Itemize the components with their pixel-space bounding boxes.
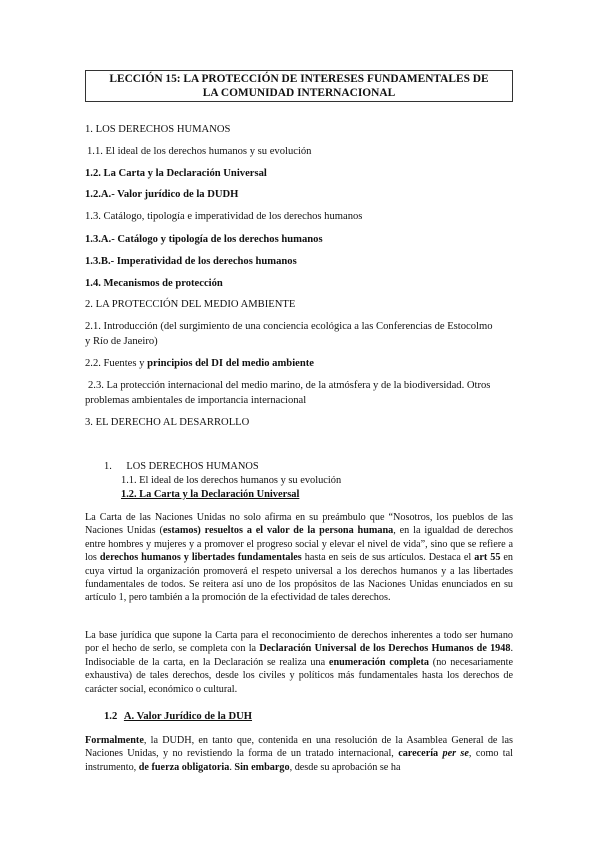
index-item: 1.1. El ideal de los derechos humanos y su evolución — [87, 146, 312, 157]
subsection-title: A. Valor Jurídico de la DUH — [123, 711, 253, 722]
index-item: 2.3. La protección internacional del medio marino, de la atmósfera y de la biodiversidad. Otros — [88, 380, 491, 391]
paragraph: La base jurídica que supone la Carta para el reconocimiento de derechos inherentes a todo ser humano por el hecho de serlo, se completa con la Declaración Universal de los Derechos Humanos de 1948. Indisociable de la carta, en la Declaración se realiza una enumeración completa (no necesariamente exhaustiva) de tales derechos, desde los civiles y políticos más fundamentales hasta los derechos de carácter social, económico o cultural. — [85, 630, 514, 695]
subsection-number: 1.2 — [104, 711, 118, 722]
index-item: 1.2. La Carta y la Declaración Universal — [85, 168, 267, 179]
index-item: problemas ambientales de importancia internacional — [85, 395, 307, 406]
section-number: 1. — [104, 461, 112, 472]
index-item: 1.4. Mecanismos de protección — [85, 278, 223, 289]
index-item-text: 2.2. Fuentes y — [85, 358, 145, 369]
section-title: LOS DERECHOS HUMANOS — [126, 461, 259, 472]
paragraph: Formalmente, la DUDH, en tanto que, contenida en una resolución de la Asamblea General de las Naciones Unidas, y no revistiendo la forma de un tratado internacional, carecería per se, como tal instrumento, de fuerza obligatoria. Sin embargo, desde su aprobación se ha — [85, 735, 513, 773]
paragraph: La Carta de las Naciones Unidas no solo afirma en su preámbulo que “Nosotros, los pueblos de las Naciones Unidas (estamos) resueltos a el valor de la persona humana, en la igualdad de derechos entre hombres y mujeres y a promover el progreso social y elevar el nivel de vida”, sino que se refiere a los derechos humanos y libertades fundamentales hasta en seis de sus artículos. Destaca el art 55 en cuya virtud la organización promoverá el respeto universal a los derechos humanos y a las libertades fundamentales de todos. Se reitera así uno de los propósitos de las Naciones Unidas enunciados en su artículo 1, pero también a la promoción de la efectividad de tales derechos. — [85, 512, 514, 604]
index-item-bold-text: principios del DI del medio ambiente — [147, 358, 314, 369]
subsection-heading: 1.1. El ideal de los derechos humanos y su evolución — [121, 475, 342, 486]
index-item: y Río de Janeiro) — [85, 336, 158, 347]
index-item: 2. LA PROTECCIÓN DEL MEDIO AMBIENTE — [85, 299, 296, 310]
index-item: 2.1. Introducción (del surgimiento de una conciencia ecológica a las Conferencias de Estocolmo — [85, 321, 493, 332]
index-item: 1.3.A.- Catálogo y tipología de los derechos humanos — [85, 234, 323, 245]
index-item: 1.3.B.- Imperatividad de los derechos humanos — [85, 256, 297, 267]
index-item: 1. LOS DERECHOS HUMANOS — [85, 124, 231, 135]
index-item: 3. EL DERECHO AL DESARROLLO — [85, 417, 250, 428]
subsection-heading — [104, 711, 252, 722]
section-heading — [104, 461, 259, 472]
index-item: 1.3. Catálogo, tipología e imperatividad de los derechos humanos — [85, 211, 363, 222]
lesson-title-line-1: LECCIÓN 15: LA PROTECCIÓN DE INTERESES FUNDAMENTALES DE — [109, 73, 489, 85]
index-item: 1.2.A.- Valor jurídico de la DUDH — [85, 189, 239, 200]
lesson-title-box — [85, 70, 513, 102]
lesson-title-line-2: LA COMUNIDAD INTERNACIONAL — [202, 87, 396, 99]
subsection-heading: 1.2. La Carta y la Declaración Universal — [121, 489, 300, 500]
index-item — [85, 358, 314, 369]
